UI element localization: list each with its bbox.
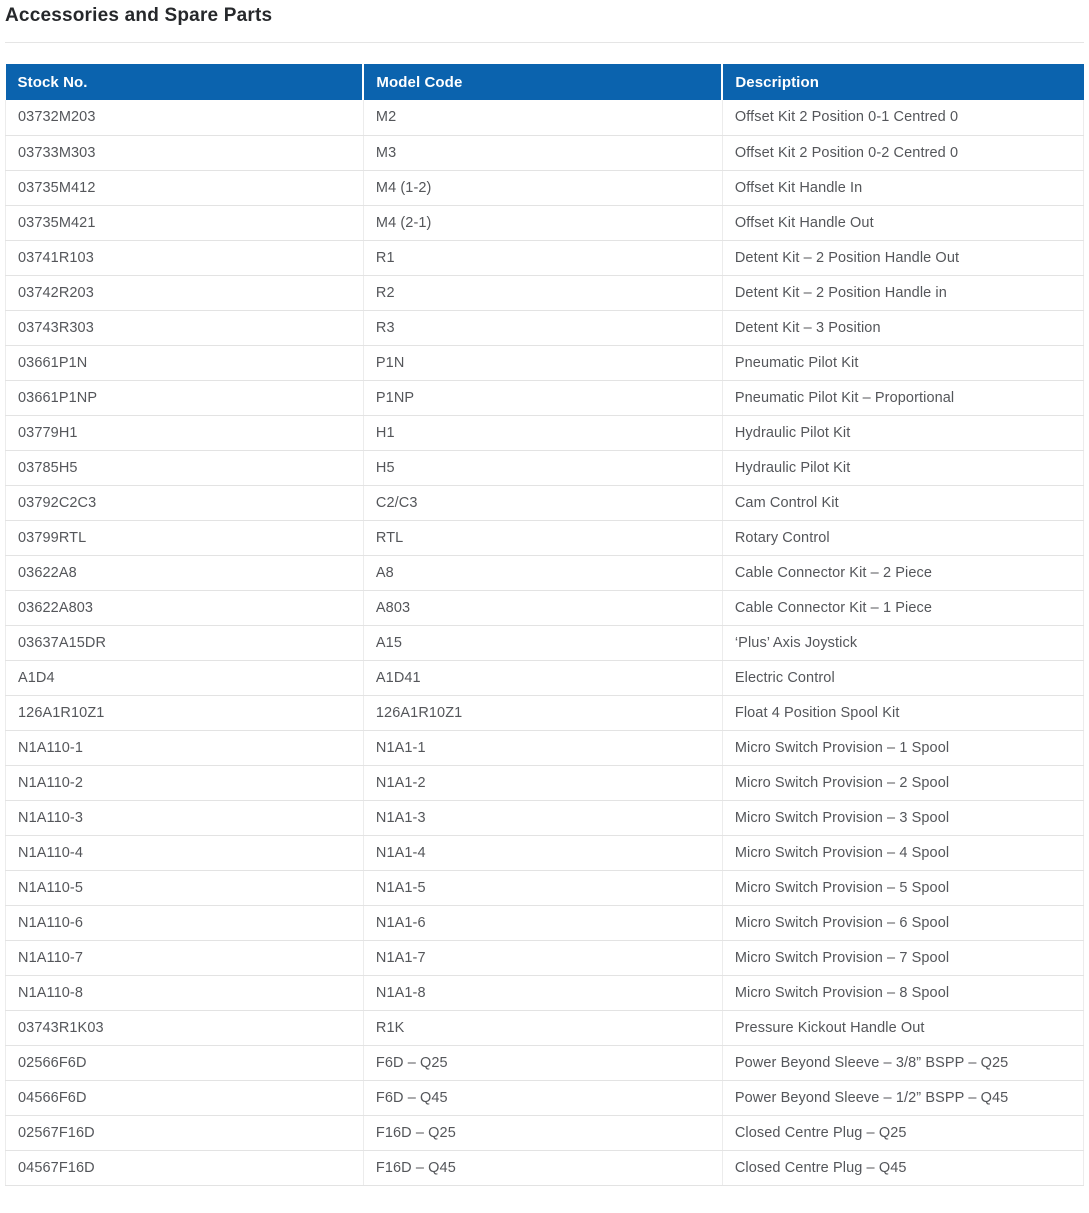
table-row [6,975,1084,1010]
table-row [6,1010,1084,1045]
table-row [6,485,1084,520]
stock-no-cell: 04567F16D [6,1150,364,1185]
stock-no-cell: 03661P1N [6,345,364,380]
stock-no-cell: 03637A15DR [6,625,364,660]
table-row [6,905,1084,940]
description-cell: Rotary Control [722,520,1083,555]
model-code-cell: R3 [363,310,722,345]
table-row [6,240,1084,275]
stock-no-cell: N1A110-4 [6,835,364,870]
model-code-cell: F6D – Q45 [363,1080,722,1115]
description-cell: Cable Connector Kit – 2 Piece [722,555,1083,590]
description-cell: Power Beyond Sleeve – 1/2” BSPP – Q45 [722,1080,1083,1115]
description-cell: Float 4 Position Spool Kit [722,695,1083,730]
stock-no-cell: 03622A803 [6,590,364,625]
model-code-cell: M2 [363,100,722,135]
model-code-cell: N1A1-5 [363,870,722,905]
table-row [6,590,1084,625]
model-code-cell: H1 [363,415,722,450]
page-title: Accessories and Spare Parts [5,5,273,26]
description-cell: Offset Kit 2 Position 0-2 Centred 0 [722,135,1083,170]
model-code-cell: N1A1-4 [363,835,722,870]
table-row [6,345,1084,380]
table-row [6,520,1084,555]
description-cell: Micro Switch Provision – 5 Spool [722,870,1083,905]
table-row [6,660,1084,695]
table-row [6,765,1084,800]
description-cell: Closed Centre Plug – Q45 [722,1150,1083,1185]
description-cell: Offset Kit Handle In [722,170,1083,205]
table-row [6,170,1084,205]
stock-no-cell: 03743R1K03 [6,1010,364,1045]
description-cell: Hydraulic Pilot Kit [722,415,1083,450]
title-divider [5,42,1084,43]
table-row [6,730,1084,765]
model-code-cell: P1NP [363,380,722,415]
model-code-cell: N1A1-2 [363,765,722,800]
stock-no-cell: 126A1R10Z1 [6,695,364,730]
model-code-cell: A8 [363,555,722,590]
description-cell: Micro Switch Provision – 4 Spool [722,835,1083,870]
table-row [6,415,1084,450]
description-cell: Closed Centre Plug – Q25 [722,1115,1083,1150]
model-code-cell: F16D – Q45 [363,1150,722,1185]
model-code-cell: C2/C3 [363,485,722,520]
model-code-cell: N1A1-3 [363,800,722,835]
stock-no-cell: 03785H5 [6,450,364,485]
stock-no-cell: N1A110-1 [6,730,364,765]
table-row [6,310,1084,345]
stock-no-cell: 03741R103 [6,240,364,275]
model-code-cell: F6D – Q25 [363,1045,722,1080]
table-row [6,800,1084,835]
description-cell: Detent Kit – 2 Position Handle in [722,275,1083,310]
stock-no-cell: 03742R203 [6,275,364,310]
description-cell: Detent Kit – 2 Position Handle Out [722,240,1083,275]
description-cell: Cam Control Kit [722,485,1083,520]
table-row [6,1150,1084,1185]
stock-no-cell: 04566F6D [6,1080,364,1115]
stock-no-cell: 03779H1 [6,415,364,450]
description-cell: Micro Switch Provision – 3 Spool [722,800,1083,835]
stock-no-cell: N1A110-8 [6,975,364,1010]
column-header-model-code: Model Code [363,64,722,100]
table-row [6,1080,1084,1115]
model-code-cell: M3 [363,135,722,170]
stock-no-cell: 03743R303 [6,310,364,345]
table-row [6,625,1084,660]
table-row [6,940,1084,975]
model-code-cell: H5 [363,450,722,485]
stock-no-cell: 03733M303 [6,135,364,170]
description-cell: Micro Switch Provision – 6 Spool [722,905,1083,940]
stock-no-cell: 03622A8 [6,555,364,590]
description-cell: Micro Switch Provision – 1 Spool [722,730,1083,765]
stock-no-cell: 03735M421 [6,205,364,240]
column-header-stock-no: Stock No. [6,64,364,100]
model-code-cell: A1D41 [363,660,722,695]
model-code-cell: R1K [363,1010,722,1045]
model-code-cell: A15 [363,625,722,660]
table-row [6,275,1084,310]
stock-no-cell: N1A110-2 [6,765,364,800]
table-row [6,835,1084,870]
column-header-description: Description [722,64,1083,100]
model-code-cell: M4 (1-2) [363,170,722,205]
model-code-cell: RTL [363,520,722,555]
table-row [6,695,1084,730]
stock-no-cell: N1A110-7 [6,940,364,975]
table-row [6,135,1084,170]
stock-no-cell: 02566F6D [6,1045,364,1080]
accessories-table [5,64,1084,1186]
stock-no-cell: 03735M412 [6,170,364,205]
description-cell: Detent Kit – 3 Position [722,310,1083,345]
description-cell: Pneumatic Pilot Kit [722,345,1083,380]
model-code-cell: N1A1-8 [363,975,722,1010]
table-row [6,205,1084,240]
description-cell: Electric Control [722,660,1083,695]
description-cell: Offset Kit 2 Position 0-1 Centred 0 [722,100,1083,135]
model-code-cell: N1A1-6 [363,905,722,940]
stock-no-cell: 03732M203 [6,100,364,135]
stock-no-cell: 03661P1NP [6,380,364,415]
description-cell: Pneumatic Pilot Kit – Proportional [722,380,1083,415]
model-code-cell: A803 [363,590,722,625]
description-cell: Cable Connector Kit – 1 Piece [722,590,1083,625]
description-cell: Hydraulic Pilot Kit [722,450,1083,485]
description-cell: Pressure Kickout Handle Out [722,1010,1083,1045]
stock-no-cell: N1A110-5 [6,870,364,905]
description-cell: Micro Switch Provision – 7 Spool [722,940,1083,975]
stock-no-cell: 03799RTL [6,520,364,555]
stock-no-cell: N1A110-6 [6,905,364,940]
model-code-cell: R1 [363,240,722,275]
stock-no-cell: 02567F16D [6,1115,364,1150]
model-code-cell: F16D – Q25 [363,1115,722,1150]
description-cell: ‘Plus’ Axis Joystick [722,625,1083,660]
model-code-cell: N1A1-1 [363,730,722,765]
table-row [6,1115,1084,1150]
table-row [6,870,1084,905]
table-row [6,555,1084,590]
stock-no-cell: A1D4 [6,660,364,695]
table-body [6,100,1084,1185]
description-cell: Offset Kit Handle Out [722,205,1083,240]
description-cell: Micro Switch Provision – 8 Spool [722,975,1083,1010]
table-row [6,380,1084,415]
table-row [6,100,1084,135]
table-header-row [6,64,1084,100]
table-row [6,1045,1084,1080]
stock-no-cell: N1A110-3 [6,800,364,835]
model-code-cell: R2 [363,275,722,310]
table-row [6,450,1084,485]
model-code-cell: P1N [363,345,722,380]
model-code-cell: 126A1R10Z1 [363,695,722,730]
description-cell: Micro Switch Provision – 2 Spool [722,765,1083,800]
model-code-cell: N1A1-7 [363,940,722,975]
model-code-cell: M4 (2-1) [363,205,722,240]
description-cell: Power Beyond Sleeve – 3/8” BSPP – Q25 [722,1045,1083,1080]
stock-no-cell: 03792C2C3 [6,485,364,520]
